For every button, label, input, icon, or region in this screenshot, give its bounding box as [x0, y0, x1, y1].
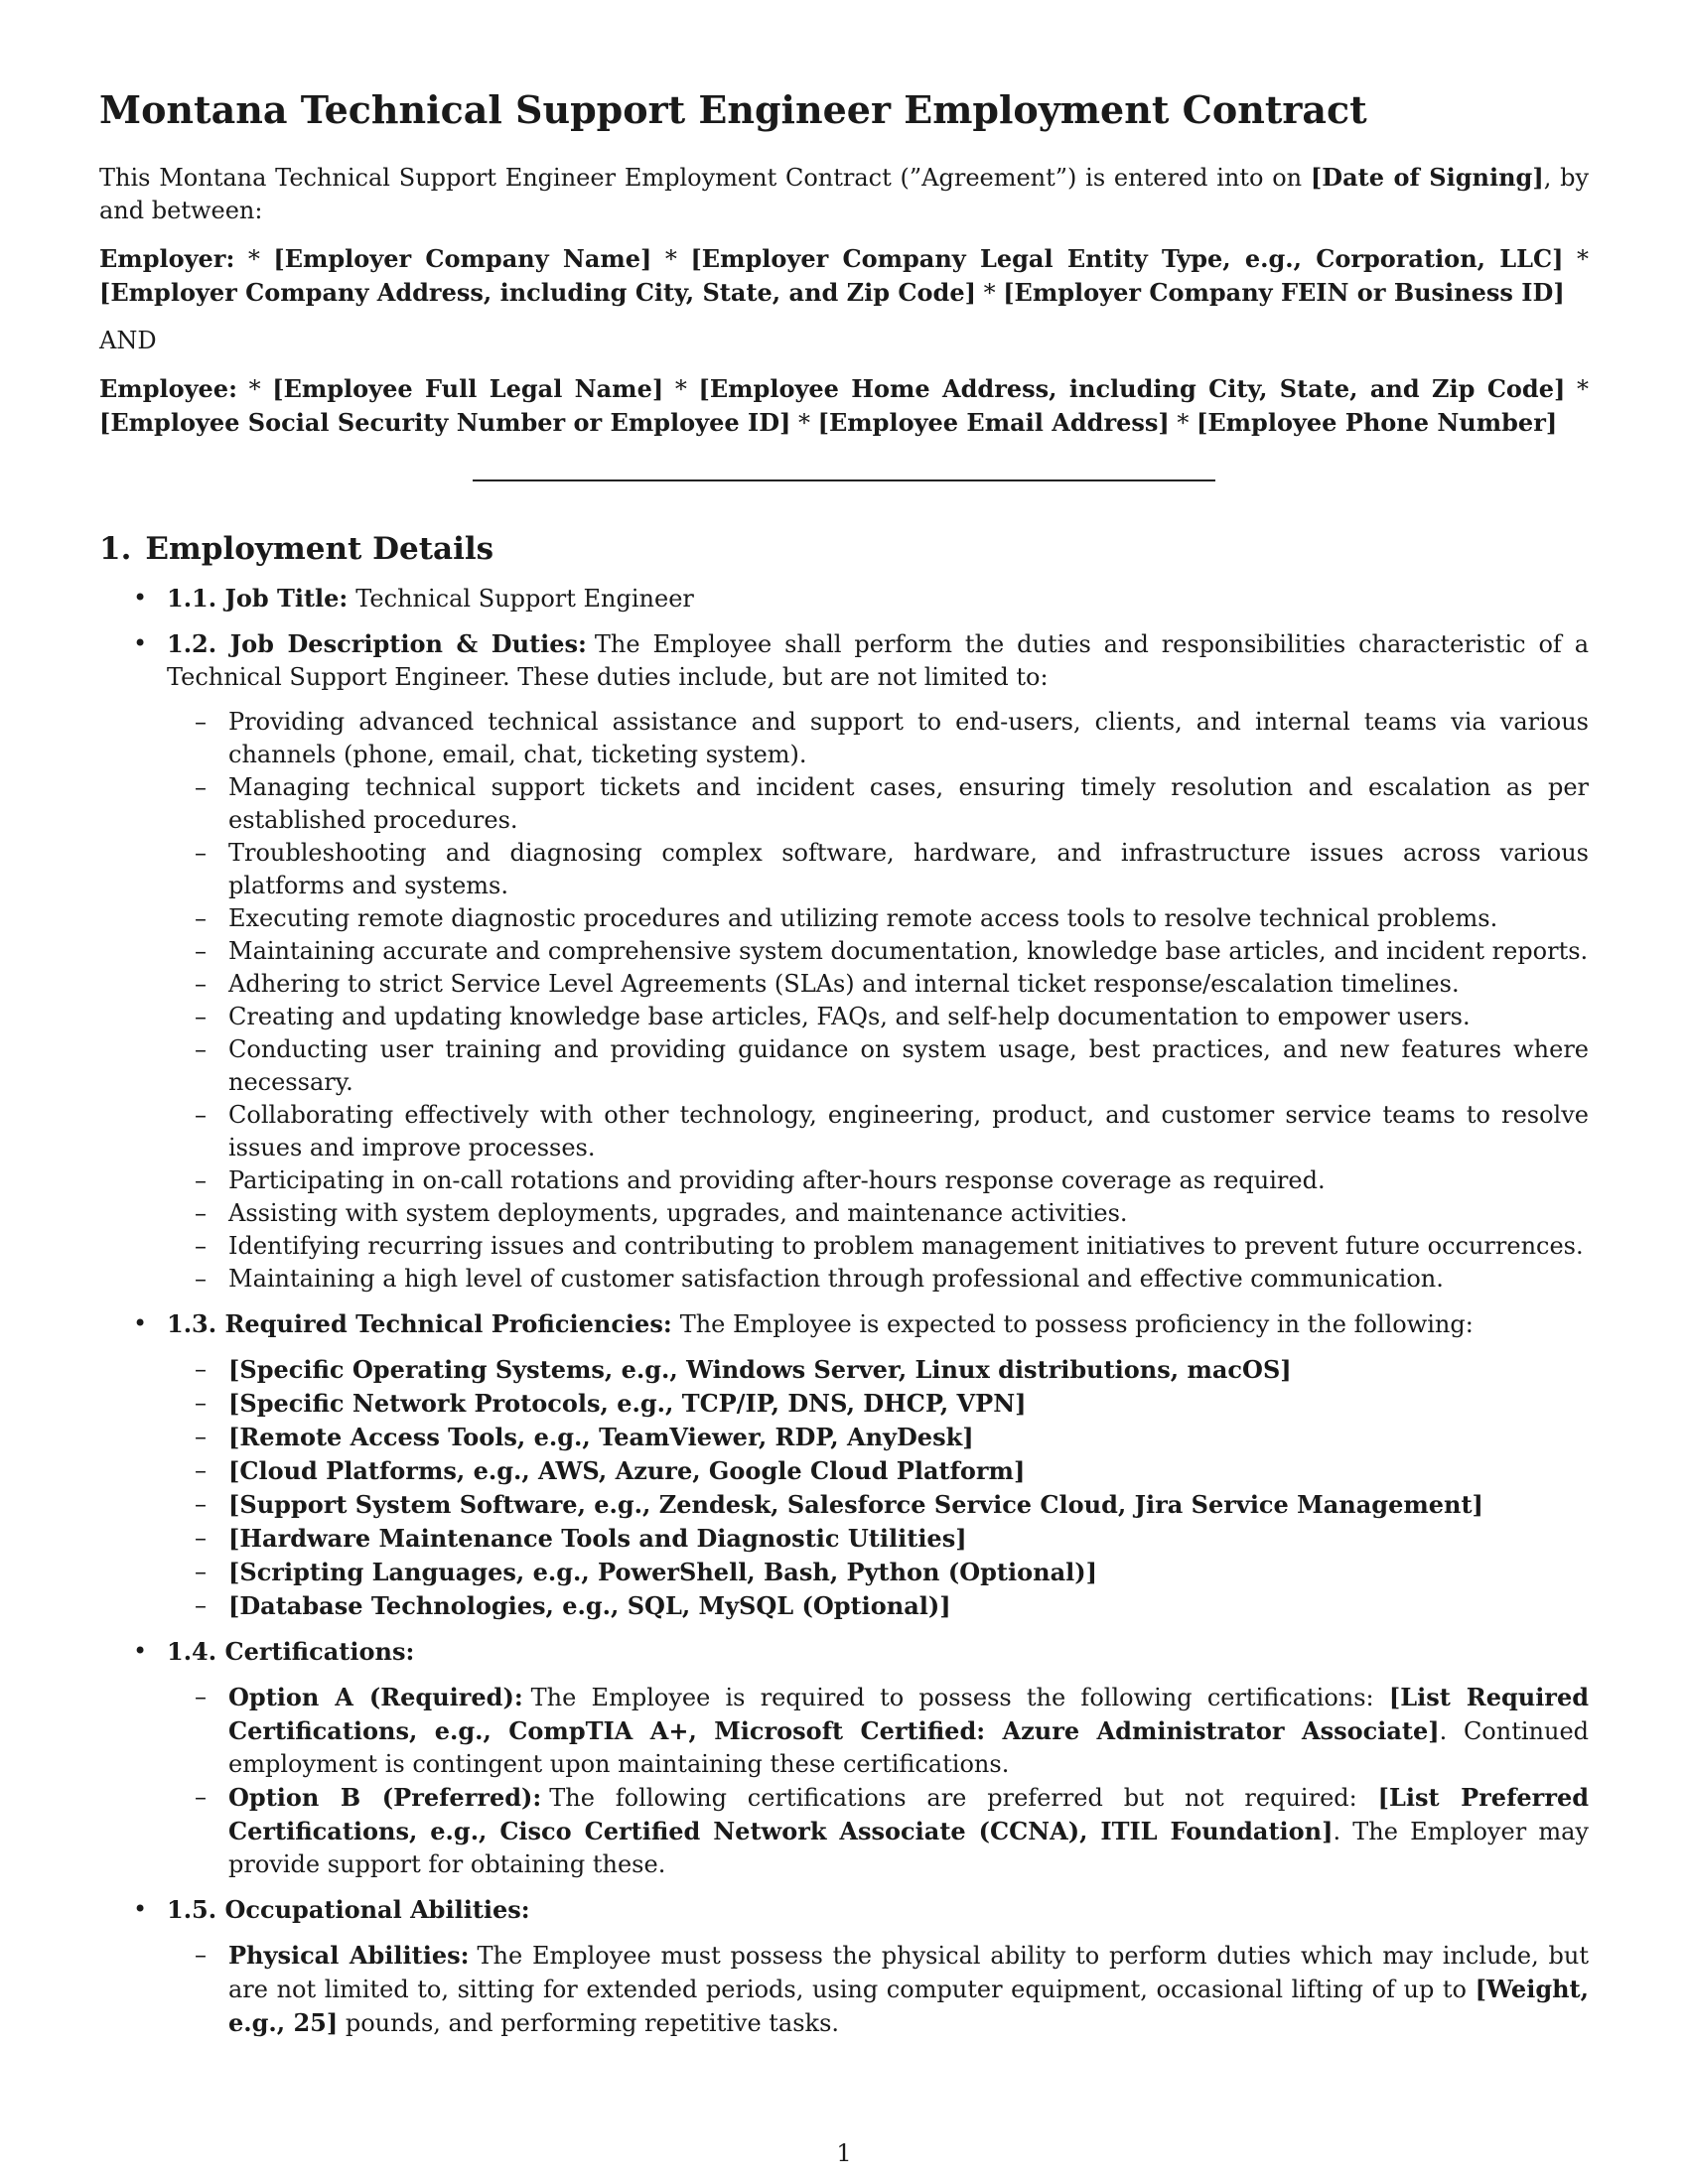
employer-address-field: [Employer Company Address, including City, State, and Zip Code]	[99, 277, 976, 307]
proficiency-item: – [Remote Access Tools, e.g., TeamViewer, RDP, AnyDesk]	[195, 1421, 1589, 1454]
horizontal-rule	[473, 479, 1215, 481]
document-page	[99, 87, 1589, 2052]
proficiency-item: – [Support System Software, e.g., Zendesk, Salesforce Service Cloud, Jira Service Management]	[195, 1488, 1589, 1522]
employer-fein-field: [Employer Company FEIN or Business ID]	[1003, 277, 1565, 307]
proficiency-item: – [Specific Network Protocols, e.g., TCP/IP, DNS, DHCP, VPN]	[195, 1387, 1589, 1421]
employee-email-field: [Employee Email Address]	[817, 407, 1170, 437]
employer-block: Employer: * [Employer Company Name] * [Employer Company Legal Entity Type, e.g., Corporation, LLC] * [Employer Company Address, including City, State, and Zip Code] * [Employer Company FEIN or Business ID]	[99, 243, 1589, 307]
duty-item: – Conducting user training and providing guidance on system usage, best practices, and new features where necessary.	[195, 1033, 1589, 1099]
document-title: Montana Technical Support Engineer Employment Contract	[99, 87, 1367, 132]
proficiency-item: – [Specific Operating Systems, e.g., Windows Server, Linux distributions, macOS]	[195, 1353, 1589, 1387]
item-1-5-occupational-abilities: • 1.5. Occupational Abilities: – Physical Abilities: The Employee must possess the physical ability to perform duties which may include, but are not limited to, sitting for extended periods, using computer equipment, occasional lifting of up to [Weight, e.g., 25] pounds, and performing repetitive tasks.	[133, 1893, 1589, 2040]
certification-option-b: – Option B (Preferred): The following certifications are preferred but not required: [List Preferred Certifications, e.g., Cisco Certified Network Associate (CCNA), ITIL Foundation]. The Employer may provide support for obtaining these.	[195, 1781, 1589, 1881]
weight-field: [Weight, e.g., 25]	[228, 1974, 1589, 2037]
proficiency-item: – [Hardware Maintenance Tools and Diagnostic Utilities]	[195, 1522, 1589, 1556]
employer-name-field: [Employer Company Name]	[273, 243, 652, 273]
physical-abilities-item: – Physical Abilities: The Employee must possess the physical ability to perform duties which may include, but are not limited to, sitting for extended periods, using computer equipment, occasional lifting of up to [Weight, e.g., 25] pounds, and performing repetitive tasks.	[195, 1939, 1589, 2040]
duty-item: – Managing technical support tickets and incident cases, ensuring timely resolution and escalation as per established procedures.	[195, 771, 1589, 837]
duty-item: – Troubleshooting and diagnosing complex software, hardware, and infrastructure issues across various platforms and systems.	[195, 837, 1589, 902]
duty-item: – Collaborating effectively with other technology, engineering, product, and customer service teams to resolve issues and improve processes.	[195, 1099, 1589, 1164]
employee-phone-field: [Employee Phone Number]	[1196, 407, 1558, 437]
employee-block: Employee: * [Employee Full Legal Name] * [Employee Home Address, including City, State, and Zip Code] * [Employee Social Security Number or Employee ID] * [Employee Email Address] * [Employee Phone Number]	[99, 373, 1589, 437]
intro-paragraph: This Montana Technical Support Engineer Employment Contract (”Agreement”) is entered into on [Date of Signing], by and between:	[99, 162, 1590, 224]
section-1-list	[99, 582, 1589, 2040]
proficiencies-list	[167, 1353, 1589, 1623]
item-1-1-job-title: • 1.1. Job Title: Technical Support Engineer	[133, 582, 1589, 615]
duty-item: – Maintaining a high level of customer satisfaction through professional and effective communication.	[195, 1263, 1589, 1296]
item-1-2-job-description: • 1.2. Job Description & Duties: The Employee shall perform the duties and responsibilities characteristic of a Technical Support Engineer. These duties include, but are not limited to: – Providing advanced technical assistance and support to end-users, clients, and internal teams via various channels (phone, email, chat, ticketing system). – Managing technical support tickets and incident cases, ensuring timely resolution and escalation as per established procedures. – Troubleshooting and diagnosing complex software, hardware, and infrastructure issues across various platforms and systems. – Executing remote diagnostic procedures and utilizing remote access tools to resolve technical problems. – Maintaining accurate and comprehensive system documentation, knowledge base articles, and incident reports. – Adhering to strict Service Level Agreements (SLAs) and internal ticket response/escalation timelines. – Creating and updating knowledge base articles, FAQs, and self-help documentation to empower users. – Conducting user training and providing guidance on system usage, best practices, and new features where necessary. – Collaborating effectively with other technology, engineering, product, and customer service teams to resolve issues and improve processes. – Participating in on-call rotations and providing after-hours response coverage as required. – Assisting with system deployments, upgrades, and maintenance activities. – Identifying recurring issues and contributing to problem management initiatives to prevent future occurrences. – Maintaining a high level of customer satisfaction through professional and effective communication.	[133, 627, 1589, 1296]
duty-item: – Assisting with system deployments, upgrades, and maintenance activities.	[195, 1197, 1589, 1230]
duty-item: – Creating and updating knowledge base articles, FAQs, and self-help documentation to empower users.	[195, 1001, 1589, 1033]
section-1-heading: 1. Employment Details	[99, 530, 494, 567]
duties-list	[167, 706, 1589, 1296]
duty-item: – Executing remote diagnostic procedures and utilizing remote access tools to resolve technical problems.	[195, 902, 1589, 935]
proficiency-item: – [Cloud Platforms, e.g., AWS, Azure, Google Cloud Platform]	[195, 1454, 1589, 1488]
date-of-signing-field: [Date of Signing]	[1310, 162, 1544, 192]
duty-item: – Maintaining accurate and comprehensive system documentation, knowledge base articles, and incident reports.	[195, 935, 1589, 968]
employee-name-field: [Employee Full Legal Name]	[272, 373, 664, 403]
required-certifications-field: [List Required Certifications, e.g., CompTIA A+, Microsoft Certified: Azure Administrator Associate]	[228, 1682, 1589, 1745]
proficiency-item: – [Database Technologies, e.g., SQL, MySQL (Optional)]	[195, 1589, 1589, 1623]
preferred-certifications-field: [List Preferred Certifications, e.g., Cisco Certified Network Associate (CCNA), ITIL Foundation]	[228, 1782, 1590, 1845]
employee-address-field: [Employee Home Address, including City, State, and Zip Code]	[698, 373, 1566, 403]
duty-item: – Identifying recurring issues and contributing to problem management initiatives to prevent future occurrences.	[195, 1230, 1589, 1263]
proficiency-item: – [Scripting Languages, e.g., PowerShell, Bash, Python (Optional)]	[195, 1556, 1589, 1589]
page-number: 1	[836, 2139, 852, 2167]
certification-option-a: – Option A (Required): The Employee is required to possess the following certifications: [List Required Certifications, e.g., CompTIA A+, Microsoft Certified: Azure Administrator Associate]. Continued employment is contingent upon maintaining these certifications.	[195, 1681, 1589, 1781]
item-1-3-technical-proficiencies: • 1.3. Required Technical Proficiencies: The Employee is expected to possess proficiency in the following: – [Specific Operating Systems, e.g., Windows Server, Linux distributions, macOS] – [Specific Network Protocols, e.g., TCP/IP, DNS, DHCP, VPN] – [Remote Access Tools, e.g., TeamViewer, RDP, AnyDesk] – [Cloud Platforms, e.g., AWS, Azure, Google Cloud Platform] – [Support System Software, e.g., Zendesk, Salesforce Service Cloud, Jira Service Management] – [Hardware Maintenance Tools and Diagnostic Utilities] – [Scripting Languages, e.g., PowerShell, Bash, Python (Optional)] – [Database Technologies, e.g., SQL, MySQL (Optional)]	[133, 1307, 1589, 1623]
duty-item: – Providing advanced technical assistance and support to end-users, clients, and internal teams via various channels (phone, email, chat, ticketing system).	[195, 706, 1589, 771]
employer-entity-field: [Employer Company Legal Entity Type, e.g., Corporation, LLC]	[690, 243, 1564, 273]
abilities-list	[167, 1939, 1589, 2040]
employee-ssn-field: [Employee Social Security Number or Employee ID]	[99, 407, 791, 437]
and-text: AND	[99, 326, 157, 354]
duty-item: – Adhering to strict Service Level Agreements (SLAs) and internal ticket response/escalation timelines.	[195, 968, 1589, 1001]
duty-item: – Participating in on-call rotations and providing after-hours response coverage as required.	[195, 1164, 1589, 1197]
item-1-4-certifications: • 1.4. Certifications: – Option A (Required): The Employee is required to possess the following certifications: [List Required Certifications, e.g., CompTIA A+, Microsoft Certified: Azure Administrator Associate]. Continued employment is contingent upon maintaining these certifications. – Option B (Preferred): The following certifications are preferred but not required: [List Preferred Certifications, e.g., Cisco Certified Network Associate (CCNA), ITIL Foundation]. The Employer may provide support for obtaining these.	[133, 1635, 1589, 1881]
certifications-list	[167, 1681, 1589, 1881]
